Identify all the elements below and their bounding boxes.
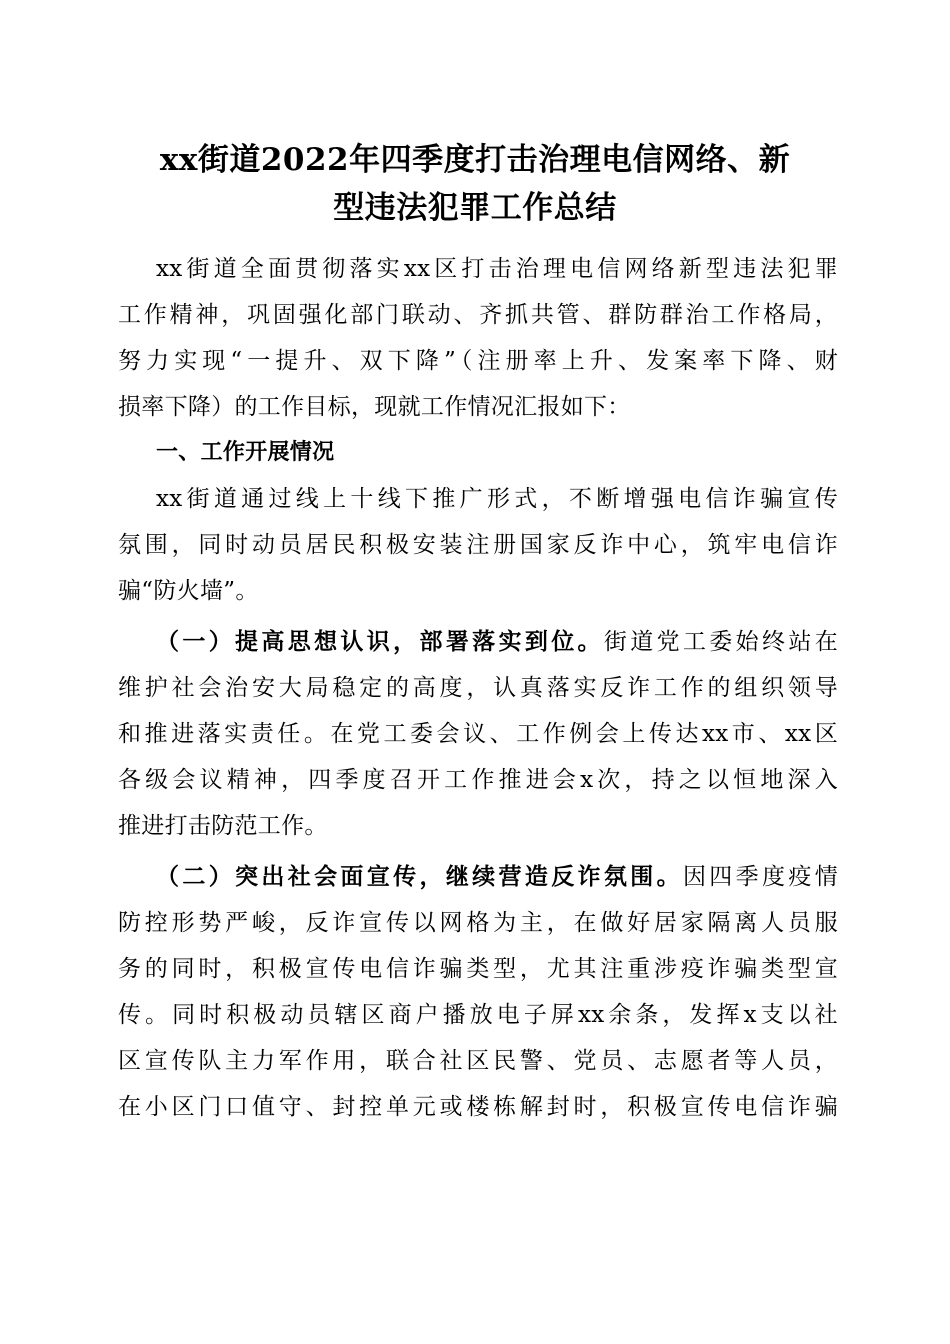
item1-lead: （一）提高思想认识，部署落实到位。 [156,628,604,655]
text-line [118,619,838,665]
text-line: 和推进落实责任。在党工委会议、工作例会上传达xx市、xx区 [118,721,838,747]
item1-paragraph [118,619,838,849]
text-line: 氛围，同时动员居民积极安装注册国家反诈中心，筑牢电信诈 [118,532,838,558]
section-heading: 一、工作开展情况 [156,440,335,465]
text-line [118,854,838,900]
text-line: 务的同时，积极宣传电信诈骗类型，尤其注重涉疫诈骗类型宣 [118,956,838,982]
text-line: 区宣传队主力军作用，联合社区民警、党员、志愿者等人员， [118,1048,838,1074]
title-line-2: 型违法犯罪工作总结 [333,190,617,226]
document-title [100,136,850,232]
item1-first-rest: 街道党工委始终站在 [603,629,839,655]
text-line: 防控形势严峻，反诈宣传以网格为主，在做好居家隔离人员服 [118,910,838,936]
text-line: 推进打击防范工作。 [118,813,328,839]
text-line: 损率下降）的工作目标，现就工作情况汇报如下： [118,394,631,420]
item2-paragraph [118,854,838,1130]
item2-lead: （二）突出社会面宣传，继续营造反诈氛围。 [156,863,683,890]
document-body [118,246,838,1130]
text-line: xx街道通过线上十线下推广形式，不断增强电信诈骗宣传 [156,486,838,512]
item2-first-rest: 因四季度疫情 [682,864,838,890]
text-line: 骗“防火墙”。 [118,578,259,604]
text-line: 维护社会治安大局稳定的高度，认真落实反诈工作的组织领导 [118,675,838,701]
text-line: 传。同时积极动员辖区商户播放电子屏xx余条，发挥x支以社 [118,1002,838,1028]
text-line: 努力实现“一提升、双下降”（注册率上升、发案率下降、财 [118,348,838,374]
text-line: 各级会议精神，四季度召开工作推进会x次，持之以恒地深入 [118,767,838,793]
text-line: 工作精神，巩固强化部门联动、齐抓共管、群防群治工作格局， [118,302,838,328]
intro-paragraph [118,246,838,430]
section1-paragraph [118,476,838,614]
title-line-1: xx街道2022年四季度打击治理电信网络、新 [159,142,791,178]
text-line: 在小区门口值守、封控单元或楼栋解封时，积极宣传电信诈骗 [118,1094,838,1120]
text-line: xx街道全面贯彻落实xx区打击治理电信网络新型违法犯罪 [156,256,838,282]
